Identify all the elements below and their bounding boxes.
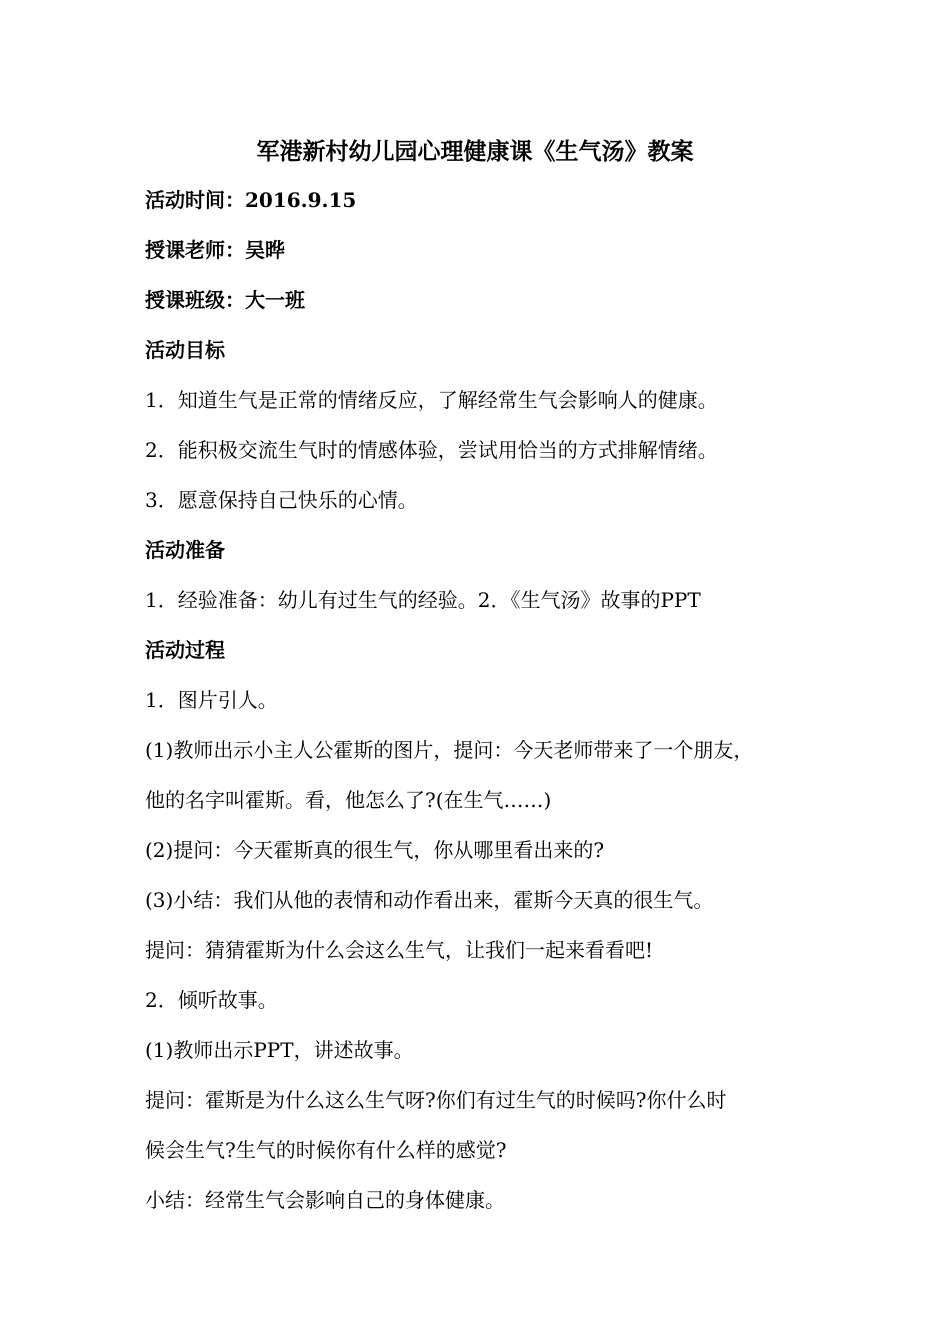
process-line: 提问：霍斯是为什么这么生气呀?你们有过生气的时候吗?你什么时	[145, 1088, 727, 1112]
process-line: (3)小结：我们从他的表情和动作看出来，霍斯今天真的很生气。	[145, 888, 714, 912]
preparation-text: 1．经验准备：幼儿有过生气的经验。2．《生气汤》故事的PPT	[145, 588, 701, 612]
class-name: 授课班级：大一班	[145, 288, 305, 312]
process-line: 他的名字叫霍斯。看，他怎么了?(在生气……)	[145, 788, 552, 812]
goal-item: 3．愿意保持自己快乐的心情。	[145, 488, 418, 512]
goal-item: 1．知道生气是正常的情绪反应，了解经常生气会影响人的健康。	[145, 388, 718, 412]
section-heading-goals: 活动目标	[145, 338, 225, 362]
section-heading-preparation: 活动准备	[145, 538, 225, 562]
process-line: (2)提问：今天霍斯真的很生气，你从哪里看出来的?	[145, 838, 605, 862]
goal-item: 2．能积极交流生气时的情感体验，尝试用恰当的方式排解情绪。	[145, 438, 718, 462]
process-line: 2．倾听故事。	[145, 988, 278, 1012]
process-line: 1．图片引人。	[145, 688, 278, 712]
process-line: (1)教师出示PPT，讲述故事。	[145, 1038, 414, 1062]
process-line: 候会生气?生气的时候你有什么样的感觉?	[145, 1138, 507, 1162]
teacher-name: 授课老师：吴晔	[145, 238, 285, 262]
process-line: 小结：经常生气会影响自己的身体健康。	[145, 1188, 505, 1212]
activity-time: 活动时间：2016.9.15	[145, 188, 357, 212]
document-title: 军港新村幼儿园心理健康课《生气汤》教案	[256, 138, 694, 165]
section-heading-process: 活动过程	[145, 638, 225, 662]
process-line: (1)教师出示小主人公霍斯的图片，提问：今天老师带来了一个朋友，	[145, 738, 754, 762]
process-line: 提问：猜猜霍斯为什么会这么生气，让我们一起来看看吧!	[145, 938, 654, 962]
